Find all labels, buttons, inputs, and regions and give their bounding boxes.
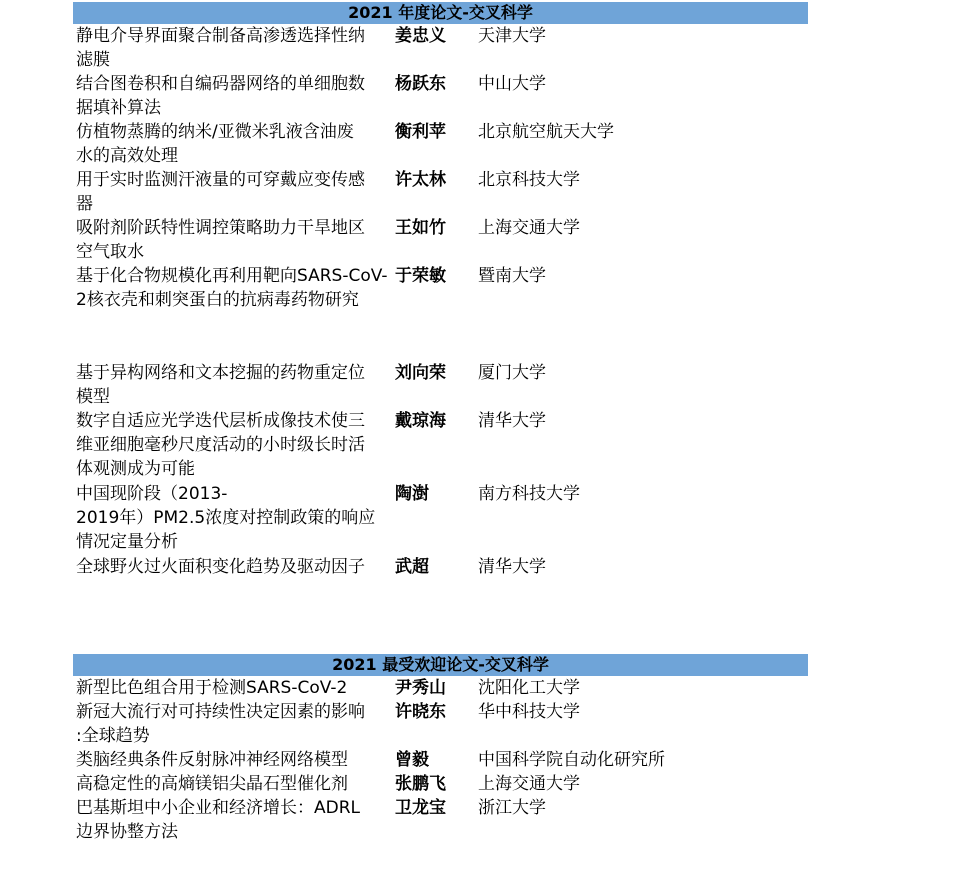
paper-affiliation: 北京航空航天大学 xyxy=(478,122,614,142)
paper-entry xyxy=(73,748,808,772)
paper-entry xyxy=(73,482,808,555)
paper-affiliation: 厦门大学 xyxy=(478,363,546,383)
section-header: 2021 年度论文-交叉科学 xyxy=(73,2,808,24)
paper-entry xyxy=(73,555,808,579)
paper-entry xyxy=(73,264,808,361)
paper-author: 张鹏飞 xyxy=(395,774,446,794)
paper-title: 类脑经典条件反射脉冲神经网络模型 xyxy=(76,750,348,770)
paper-author: 刘向荣 xyxy=(395,363,446,383)
paper-entry xyxy=(73,409,808,482)
paper-affiliation: 南方科技大学 xyxy=(478,484,580,504)
paper-author: 许太林 xyxy=(395,170,446,190)
paper-affiliation: 清华大学 xyxy=(478,411,546,431)
paper-entry xyxy=(73,120,808,168)
paper-author: 武超 xyxy=(395,557,429,577)
paper-author: 于荣敏 xyxy=(395,266,446,286)
paper-title: 中国现阶段（2013- 2019年）PM2.5浓度对控制政策的响应 情况定量分析 xyxy=(76,484,376,552)
section-annual-papers xyxy=(73,2,808,579)
paper-author: 杨跃东 xyxy=(395,74,446,94)
paper-affiliation: 浙江大学 xyxy=(478,798,546,818)
paper-entry xyxy=(73,361,808,409)
paper-title: 数字自适应光学迭代层析成像技术使三 维亚细胞毫秒尺度活动的小时级长时活 体观测成为可能 xyxy=(76,411,365,479)
paper-affiliation: 沈阳化工大学 xyxy=(478,678,580,698)
paper-affiliation: 上海交通大学 xyxy=(478,218,580,238)
paper-title: 全球野火过火面积变化趋势及驱动因子 xyxy=(76,557,365,577)
paper-entry xyxy=(73,72,808,120)
paper-title: 结合图卷积和自编码器网络的单细胞数 据填补算法 xyxy=(76,74,365,118)
paper-affiliation: 华中科技大学 xyxy=(478,702,580,722)
paper-title: 仿植物蒸腾的纳米/亚微米乳液含油废 水的高效处理 xyxy=(76,122,354,166)
paper-title: 基于异构网络和文本挖掘的药物重定位 模型 xyxy=(76,363,365,407)
paper-title: 高稳定性的高熵镁铝尖晶石型催化剂 xyxy=(76,774,348,794)
paper-affiliation: 中国科学院自动化研究所 xyxy=(478,750,665,770)
paper-entry xyxy=(73,700,808,748)
section-header: 2021 最受欢迎论文-交叉科学 xyxy=(73,654,808,676)
paper-author: 许晓东 xyxy=(395,702,446,722)
paper-author: 戴琼海 xyxy=(395,411,446,431)
paper-author: 曾毅 xyxy=(395,750,429,770)
paper-entry xyxy=(73,772,808,796)
paper-affiliation: 北京科技大学 xyxy=(478,170,580,190)
paper-author: 陶澍 xyxy=(395,484,429,504)
paper-affiliation: 天津大学 xyxy=(478,26,546,46)
paper-affiliation: 暨南大学 xyxy=(478,266,546,286)
section-popular-papers xyxy=(73,654,808,844)
paper-author: 尹秀山 xyxy=(395,678,446,698)
paper-author: 衡利苹 xyxy=(395,122,446,142)
paper-author: 卫龙宝 xyxy=(395,798,446,818)
paper-entry xyxy=(73,796,808,844)
paper-title: 新冠大流行对可持续性决定因素的影响 :全球趋势 xyxy=(76,702,365,746)
paper-entry xyxy=(73,676,808,700)
paper-author: 姜忠义 xyxy=(395,26,446,46)
paper-title: 吸附剂阶跃特性调控策略助力干旱地区 空气取水 xyxy=(76,218,365,262)
paper-title: 静电介导界面聚合制备高渗透选择性纳 滤膜 xyxy=(76,26,365,70)
paper-author: 王如竹 xyxy=(395,218,446,238)
paper-entry xyxy=(73,24,808,72)
paper-title: 基于化合物规模化再利用靶向SARS-CoV- 2核衣壳和刺突蛋白的抗病毒药物研究 xyxy=(76,266,388,310)
paper-affiliation: 上海交通大学 xyxy=(478,774,580,794)
paper-title: 巴基斯坦中小企业和经济增长：ADRL 边界协整方法 xyxy=(76,798,361,842)
paper-title: 新型比色组合用于检测SARS-CoV-2 xyxy=(76,678,348,698)
paper-entry xyxy=(73,216,808,264)
paper-affiliation: 中山大学 xyxy=(478,74,546,94)
paper-title: 用于实时监测汗液量的可穿戴应变传感 器 xyxy=(76,170,365,214)
paper-affiliation: 清华大学 xyxy=(478,557,546,577)
paper-entry xyxy=(73,168,808,216)
